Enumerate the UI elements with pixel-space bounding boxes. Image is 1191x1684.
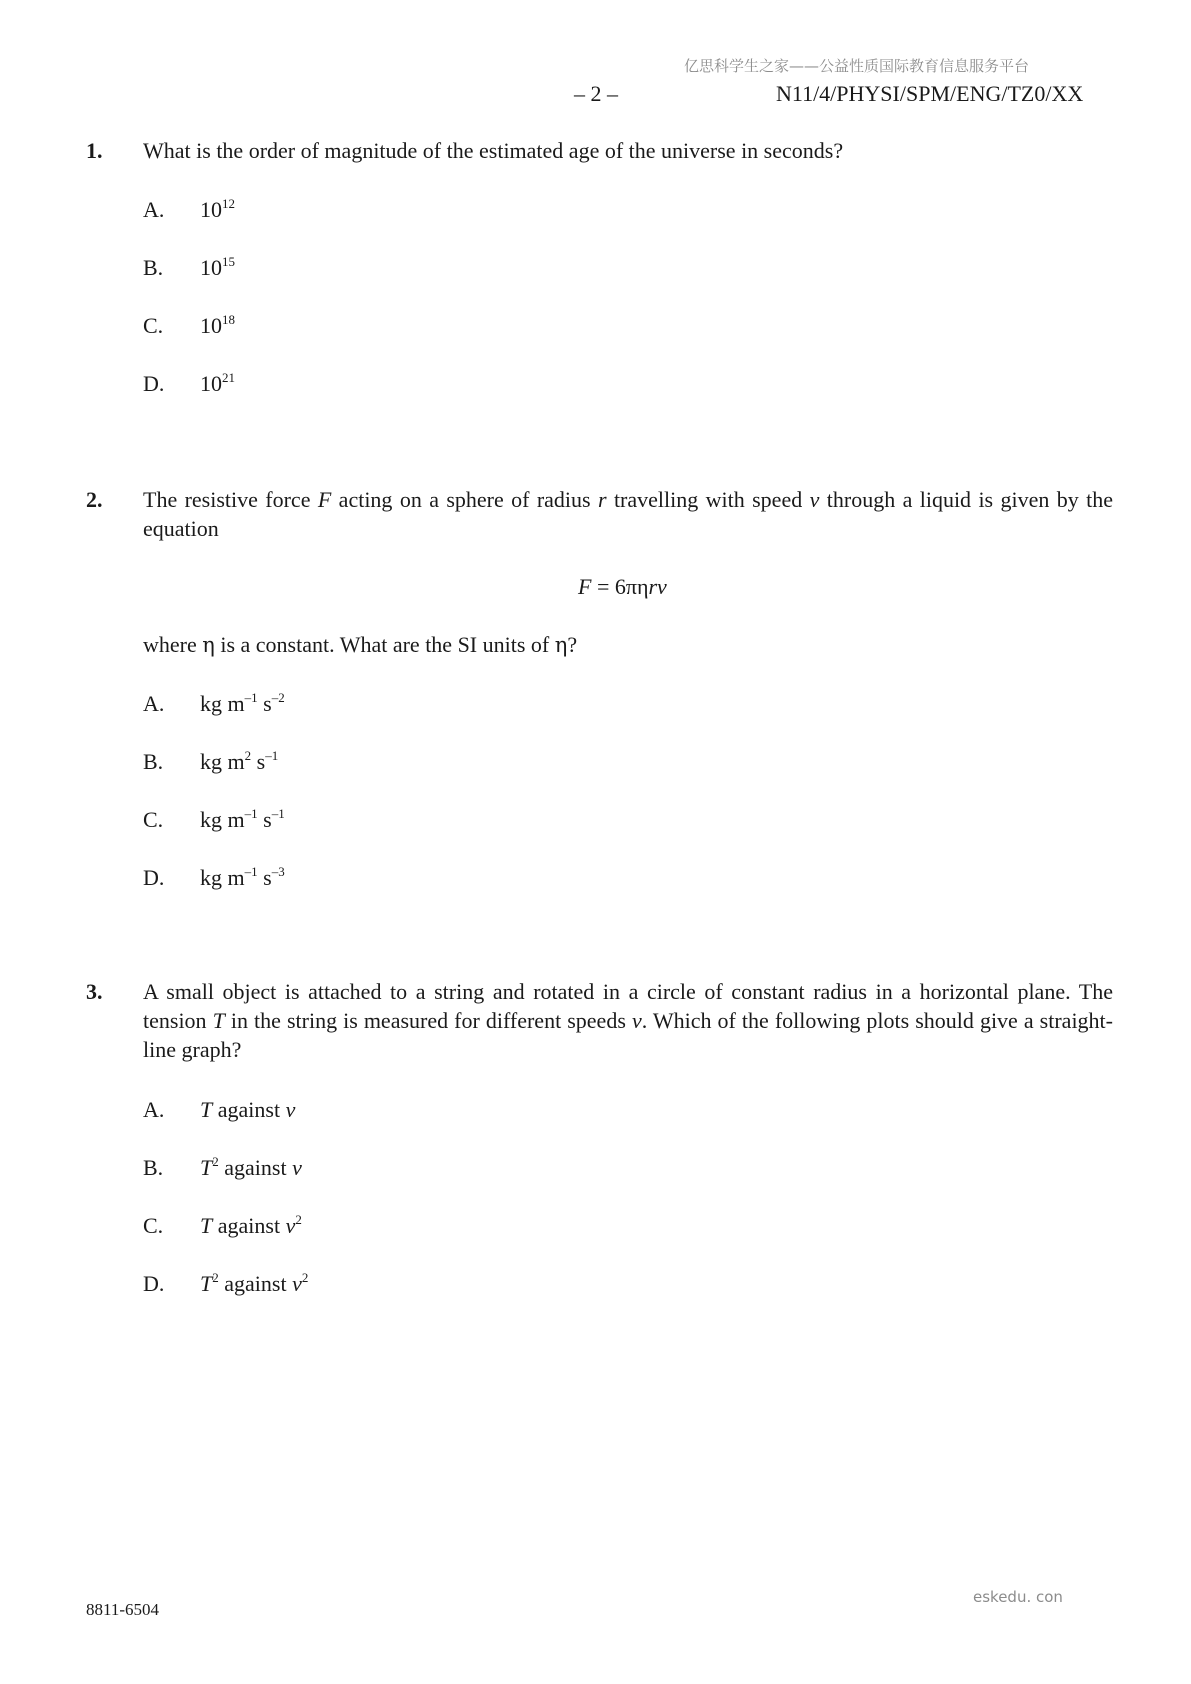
question-1-option-d-label: D. bbox=[143, 371, 165, 396]
question-1-number: 1. bbox=[86, 138, 103, 163]
question-2-option-a-label: A. bbox=[143, 691, 165, 716]
question-1-option-d-value: $10^{21}$ bbox=[200, 370, 235, 396]
question-3-number: 3. bbox=[86, 979, 103, 1004]
question-1-option-b-value: $10^{15}$ bbox=[200, 254, 235, 280]
question-3-option-a-label: A. bbox=[143, 1097, 165, 1122]
question-3-option-b-value: $T^2$ against v bbox=[200, 1154, 302, 1180]
question-3-option-b-label: B. bbox=[143, 1155, 164, 1180]
question-2-option-d-label: D. bbox=[143, 865, 165, 890]
question-3-option-d-label: D. bbox=[143, 1271, 165, 1296]
watermark-text: 亿思科学生之家——公益性质国际教育信息服务平台 bbox=[684, 57, 1030, 75]
question-2-option-b-value: kg $m^2$ $s^{-1}$ bbox=[200, 748, 279, 774]
paper-code: N11/4/PHYSI/SPM/ENG/TZ0/XX bbox=[776, 81, 1084, 106]
question-1-option-a-value: $10^{12}$ bbox=[200, 196, 235, 222]
question-2-option-c-value: kg $m^{-1}$ $s^{-1}$ bbox=[200, 806, 285, 832]
question-2-equation: F = 6πηrv bbox=[578, 574, 667, 599]
question-1-option-a-label: A. bbox=[143, 197, 165, 222]
footer-website: eskedu. con bbox=[973, 1588, 1063, 1606]
question-2-option-b-label: B. bbox=[143, 749, 164, 774]
question-1-option-c-value: $10^{18}$ bbox=[200, 312, 235, 338]
question-2-number: 2. bbox=[86, 487, 103, 512]
question-1-text: What is the order of magnitude of the estimated age of the universe in seconds? bbox=[143, 138, 844, 163]
question-3-option-d-value: $T^2$ against $v^2$ bbox=[200, 1270, 309, 1296]
question-2-option-c-label: C. bbox=[143, 807, 164, 832]
question-1-option-b-label: B. bbox=[143, 255, 164, 280]
question-2-option-a-value: kg $m^{-1}$ $s^{-2}$ bbox=[200, 690, 285, 716]
question-1-option-c-label: C. bbox=[143, 313, 164, 338]
question-2-option-d-value: kg $m^{-1}$ $s^{-3}$ bbox=[200, 864, 285, 890]
question-2-where-text: where η is a constant. What are the SI units of η? bbox=[143, 632, 578, 657]
question-3-text: A small object is attached to a string and rotated in a circle of constant radius in a horizontal plane. The tension T in the string is measured for different speeds v. Which of the following plots should give a straight-line graph? bbox=[143, 979, 1113, 1062]
question-3-option-a-value: T against v bbox=[200, 1097, 296, 1122]
question-3-option-c-value: T against $v^2$ bbox=[200, 1212, 302, 1238]
page-number: – 2 – bbox=[574, 81, 618, 106]
footer-code: 8811-6504 bbox=[86, 1600, 160, 1619]
question-2-text: The resistive force F acting on a sphere of radius r travelling with speed v through a liquid is given by the equation bbox=[143, 487, 1114, 541]
question-3-option-c-label: C. bbox=[143, 1213, 164, 1238]
